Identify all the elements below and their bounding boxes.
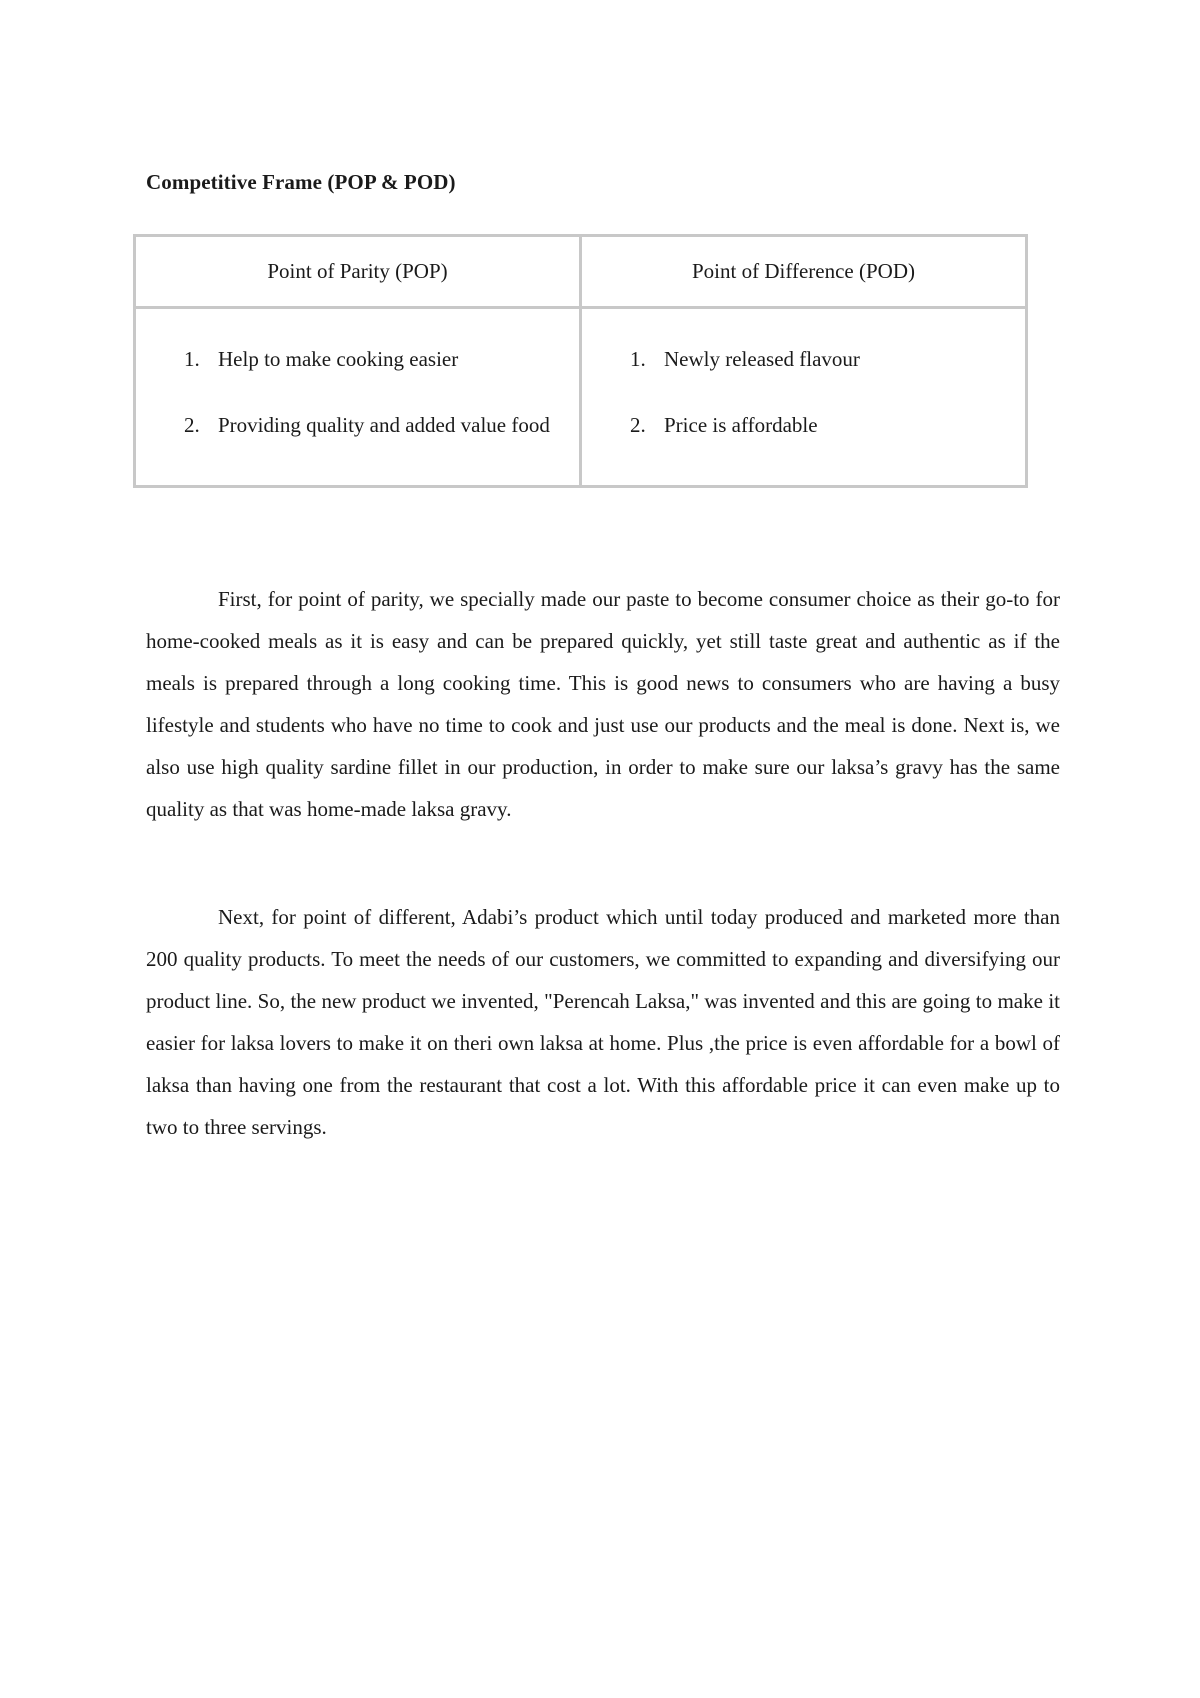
pod-list-item [630, 345, 1015, 373]
paragraph-point-of-difference: Next, for point of different, Adabi’s product which until today produced and marketed more than 200 quality products. To meet the needs of our customers, we committed to expanding and diversifying our product line. So, the new product we invented, "Perencah Laksa," was invented and this are going to make it easier for laksa lovers to make it on theri own laksa at home. Plus ,the price is even affordable for a bowl of laksa than having one from the restaurant that cost a lot. With this affordable price it can even make up to two to three servings. [146, 905, 1060, 1139]
pop-item-text: Help to make cooking easier [218, 347, 459, 371]
pop-list-item [184, 405, 569, 445]
pod-item-text: Price is affordable [664, 413, 818, 437]
pop-header-cell: Point of Parity (POP) [135, 236, 581, 308]
competitive-frame-table [133, 234, 1028, 488]
pod-item-number: 1. [630, 347, 646, 371]
pop-cell [135, 308, 581, 487]
paragraph-point-of-parity: First, for point of parity, we specially made our paste to become consumer choice as their go-to for home-cooked meals as it is easy and can be prepared quickly, yet still taste great and authentic as if the meals is prepared through a long cooking time. This is good news to consumers who are having a busy lifestyle and students who have no time to cook and just use our products and the meal is done. Next is, we also use high quality sardine fillet in our production, in order to make sure our laksa’s gravy has the same quality as that was home-made laksa gravy. [146, 587, 1060, 821]
pop-item-number: 1. [184, 347, 200, 371]
pod-item-text: Newly released flavour [664, 347, 860, 371]
pod-cell [581, 308, 1027, 487]
pod-item-number: 2. [630, 413, 646, 437]
pop-item-number: 2. [184, 413, 200, 437]
table-body-row [135, 308, 1027, 487]
table-header-row [135, 236, 1027, 308]
pod-list-item [630, 411, 1015, 439]
pop-item-text: Providing quality and added value food [218, 413, 550, 437]
pod-header-cell: Point of Difference (POD) [581, 236, 1027, 308]
section-heading: Competitive Frame (POP & POD) [146, 170, 456, 194]
pop-list-item [184, 345, 569, 373]
